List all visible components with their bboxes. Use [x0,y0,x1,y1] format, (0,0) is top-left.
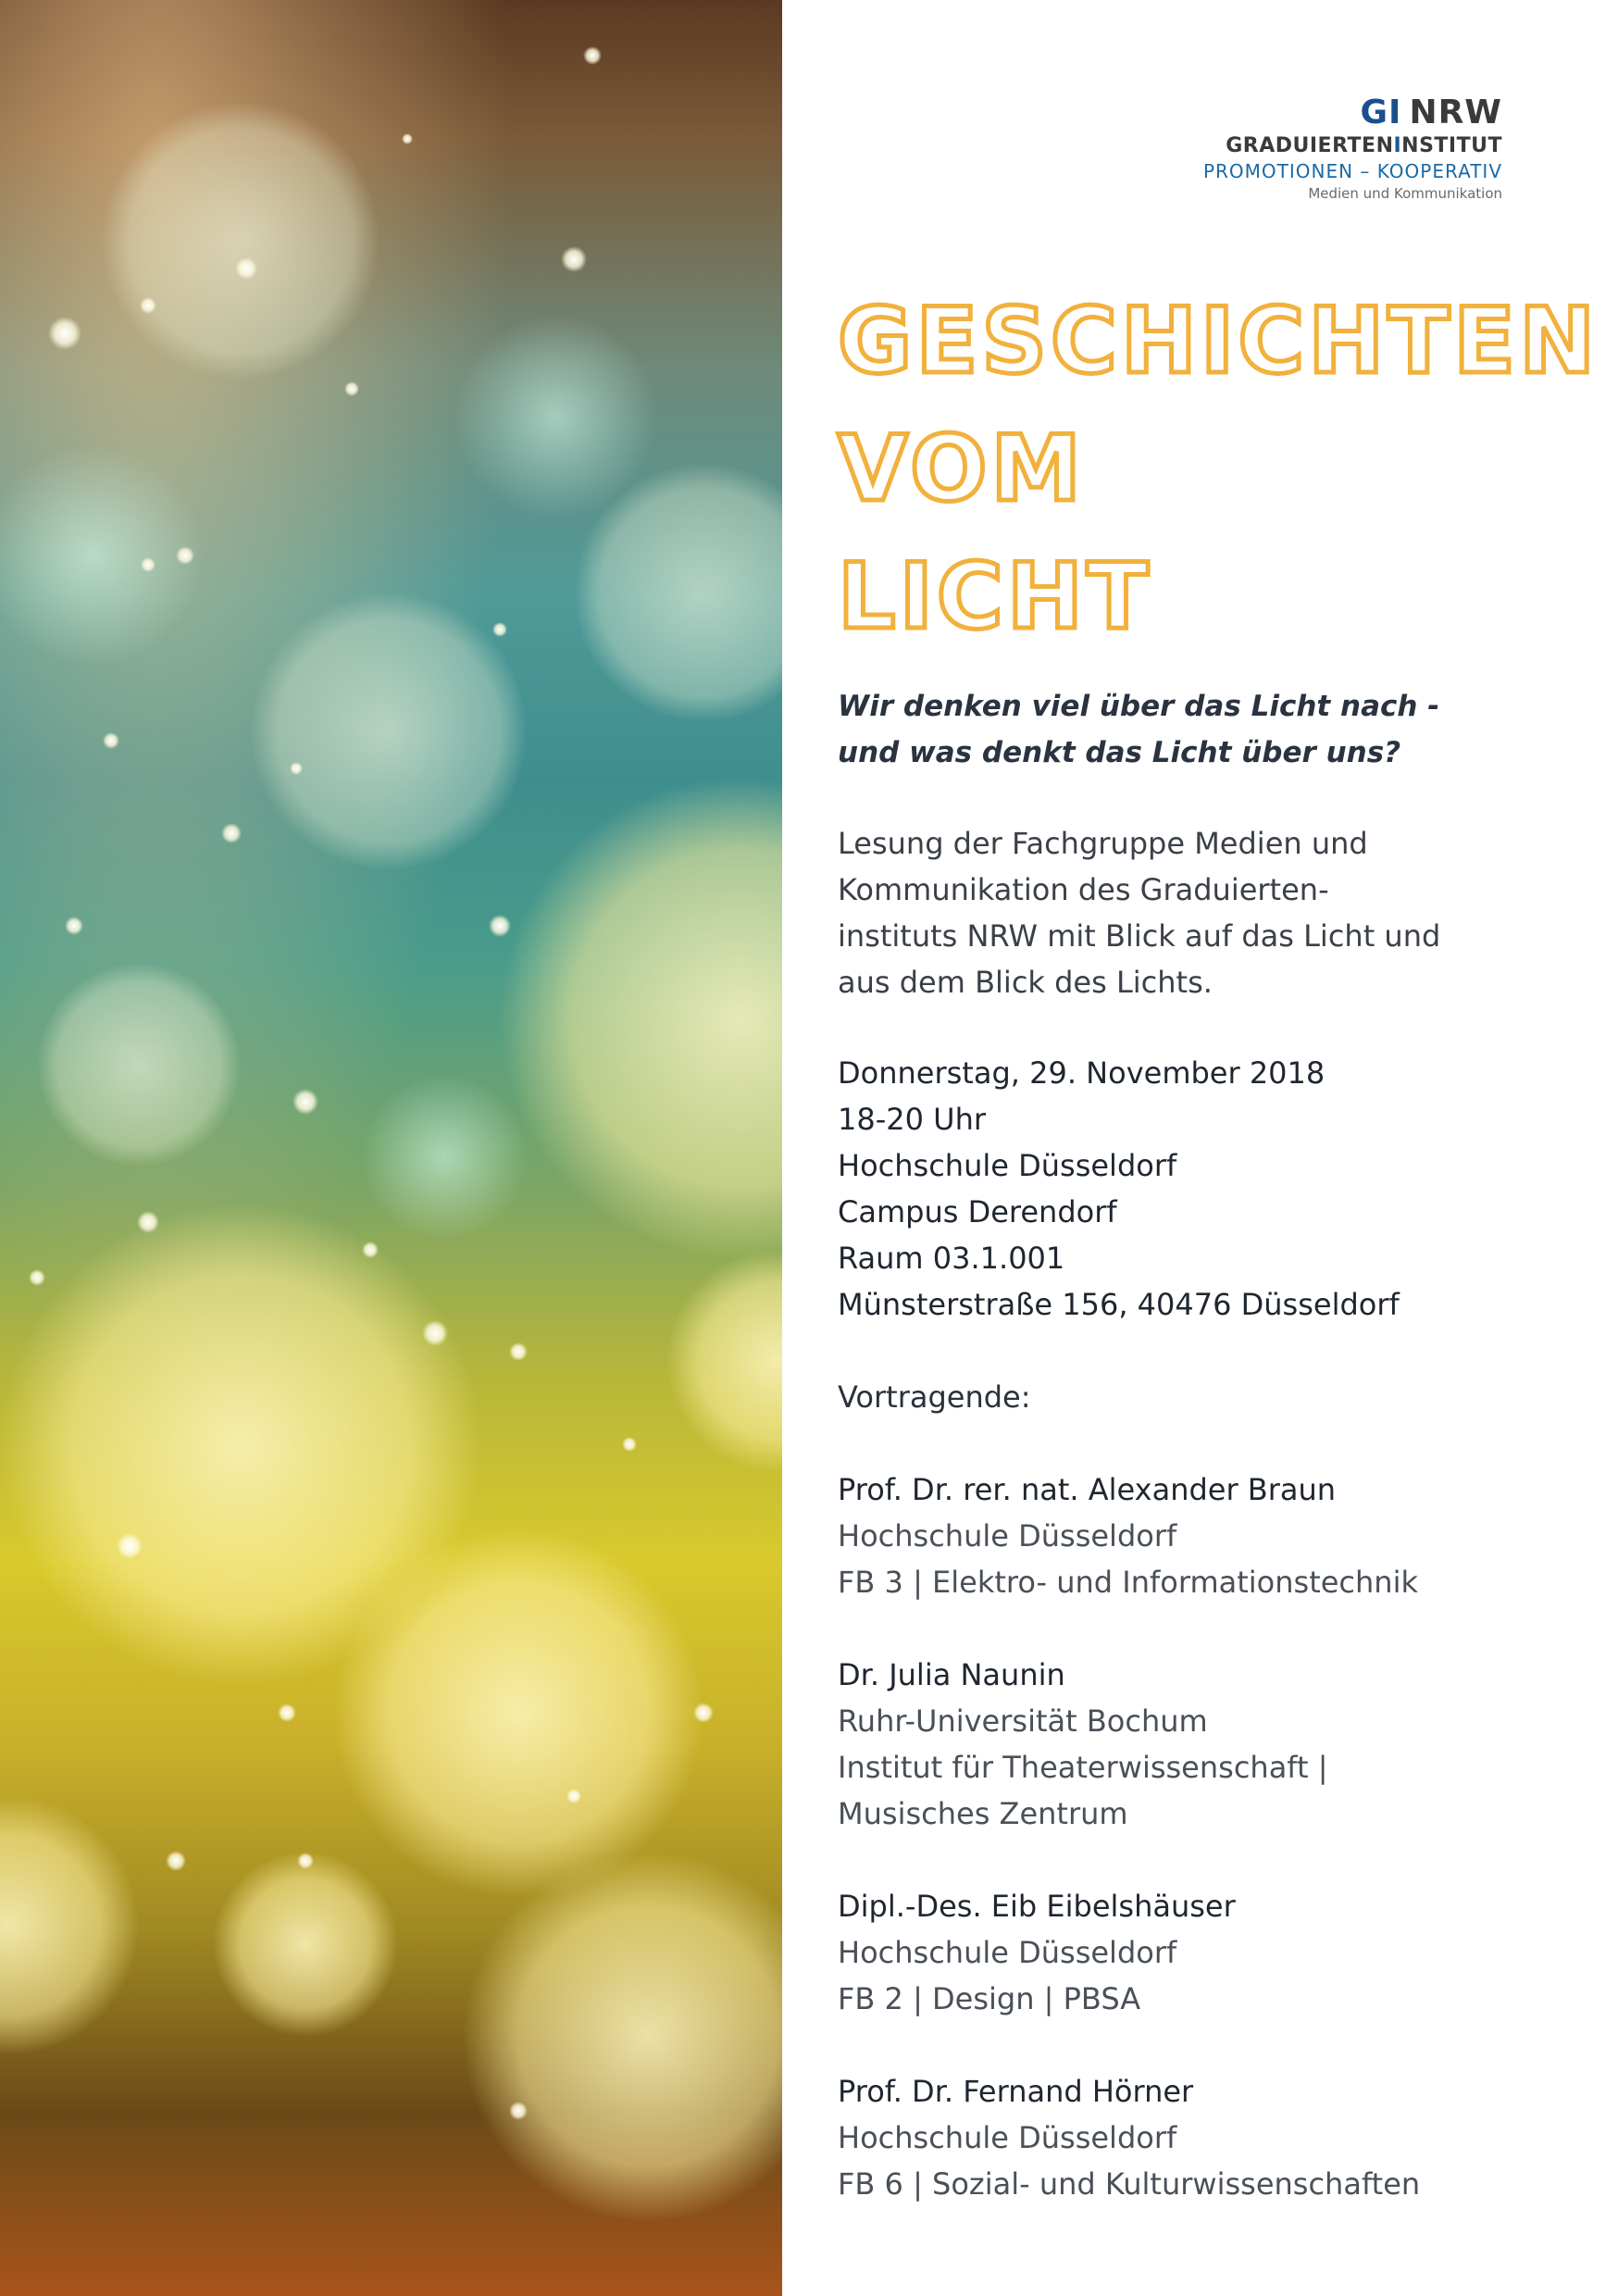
speaker-affiliation: Ruhr-Universität Bochum [838,1703,1208,1739]
speaker-department: Musisches Zentrum [838,1796,1128,1831]
description [838,820,1578,1005]
event-address: Münsterstraße 156, 40476 Düsseldorf [838,1287,1400,1322]
description-line: instituts NRW mit Blick auf das Licht und [838,918,1441,954]
bokeh-light-image [0,0,782,2296]
event-date: Donnerstag, 29. November 2018 [838,1055,1326,1091]
event-room: Raum 03.1.001 [838,1241,1065,1276]
logo-line2-a: GRADUIERTEN [1226,134,1394,157]
speaker-affiliation: Hochschule Düsseldorf [838,1518,1177,1554]
speaker-department: FB 6 | Sozial- und Kulturwissenschaften [838,2166,1421,2202]
speaker-affiliation: Hochschule Düsseldorf [838,2120,1177,2155]
speaker-department: Institut für Theaterwissenschaft | [838,1750,1328,1785]
speaker-department: FB 3 | Elektro- und Informationstechnik [838,1565,1418,1600]
logo-main [1203,93,1502,133]
description-line: aus dem Blick des Lichts. [838,965,1213,1000]
page-title [838,278,1597,661]
speaker-entry [838,2068,1597,2207]
speaker-name: Dipl.-Des. Eib Eibelshäuser [838,1889,1236,1924]
text-column [782,0,1618,2296]
event-campus: Campus Derendorf [838,1194,1117,1229]
logo-line2-c: NSTITUT [1401,134,1502,157]
description-line: Kommunikation des Graduierten- [838,872,1329,907]
title-line-3: LICHT [838,544,1152,650]
subtitle-line-2: und was denkt das Licht über uns? [838,736,1401,769]
logo-nrw: NRW [1409,94,1502,131]
gi-nrw-logo [1203,93,1502,204]
speakers-list [838,1466,1597,2253]
logo-institute-name [1203,133,1502,159]
subtitle-line-1: Wir denken viel über das Licht nach - [838,690,1440,723]
speaker-name: Prof. Dr. rer. nat. Alexander Braun [838,1472,1337,1507]
logo-tagline: PROMOTIONEN – KOOPERATIV [1202,160,1502,182]
speakers-heading: Vortragende: [838,1379,1031,1415]
speaker-name: Prof. Dr. Fernand Hörner [838,2074,1194,2109]
speaker-name: Dr. Julia Naunin [838,1657,1065,1692]
bokeh-circles [0,0,782,2296]
logo-line2-b: I [1393,134,1402,157]
logo-department: Medien und Kommunikation [1308,185,1502,202]
title-line-2: VOM [838,417,1085,522]
logo-gi: GI [1360,94,1402,131]
event-time: 18-20 Uhr [838,1102,987,1137]
subtitle [838,683,1578,776]
speaker-department: FB 2 | Design | PBSA [838,1981,1141,2016]
speaker-entry [838,1652,1597,1837]
event-details [838,1050,1597,1328]
speaker-affiliation: Hochschule Düsseldorf [838,1935,1177,1970]
title-line-1: GESCHICHTEN [838,289,1599,394]
speaker-entry [838,1883,1597,2022]
event-venue: Hochschule Düsseldorf [838,1148,1177,1183]
description-line: Lesung der Fachgruppe Medien und [838,826,1368,861]
speaker-entry [838,1466,1597,1605]
